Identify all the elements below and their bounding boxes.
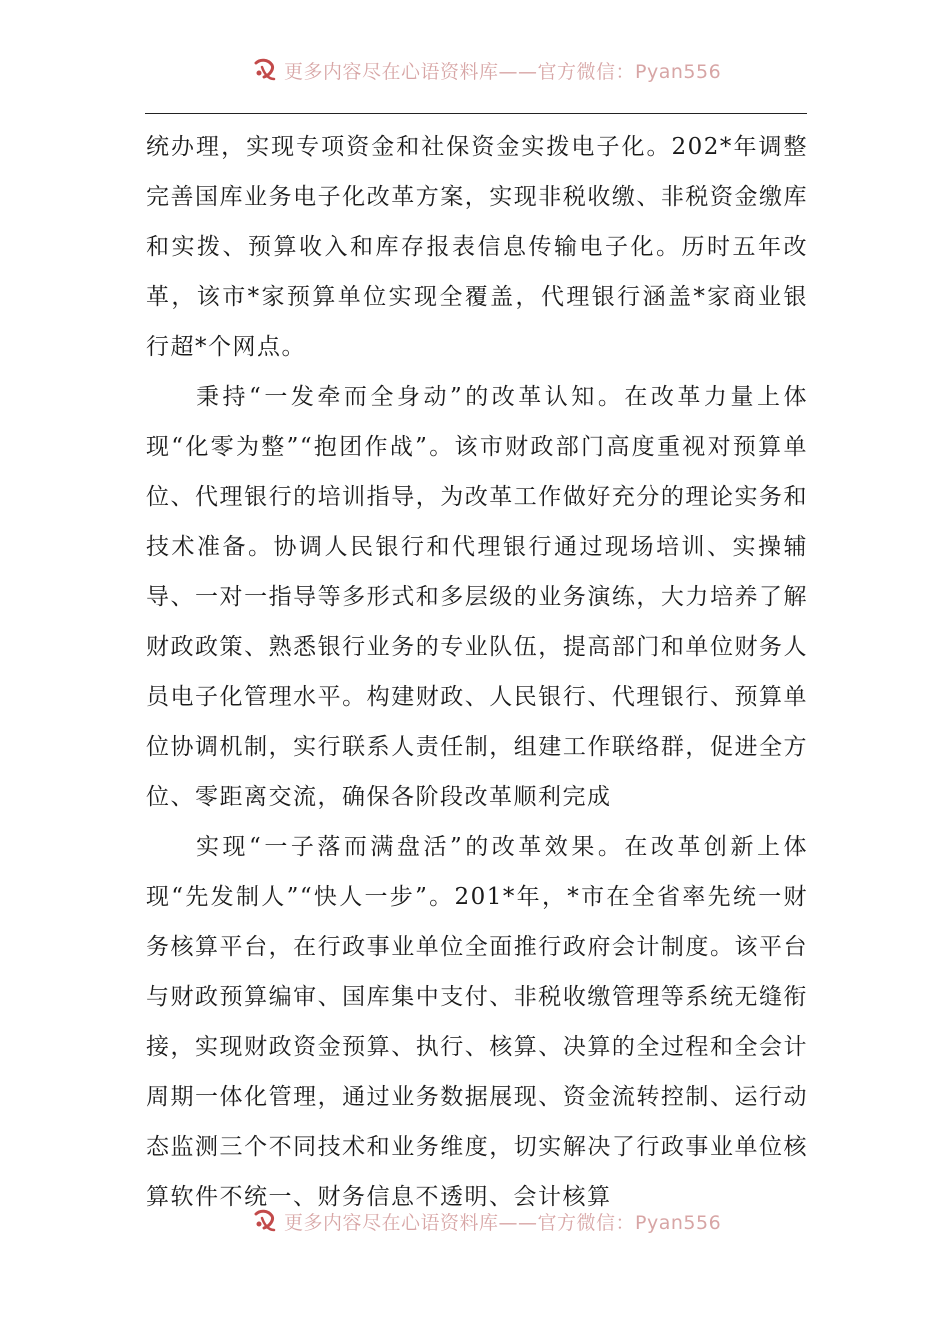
watermark-logo-icon	[252, 1208, 278, 1234]
header-watermark-text: 更多内容尽在心语资料库——官方微信：Pyan556	[284, 60, 722, 83]
watermark-logo-icon	[252, 57, 278, 83]
paragraph-1: 统办理，实现专项资金和社保资金实拨电子化。202*年调整完善国库业务电子化改革方案，实现非税收缴、非税资金缴库和实拨、预算收入和库存报表信息传输电子化。历时五年改革，该市*家预算单位实现全覆盖，代理银行涵盖*家商业银行超*个网点。	[146, 134, 808, 360]
footer-watermark	[252, 1206, 721, 1236]
header-rule	[145, 113, 807, 114]
header-watermark	[252, 55, 721, 85]
footer-watermark-text: 更多内容尽在心语资料库——官方微信：Pyan556	[284, 1211, 722, 1234]
paragraph-2: 秉持“一发牵而全身动”的改革认知。在改革力量上体现“化零为整”“抱团作战”。该市财政部门高度重视对预算单位、代理银行的培训指导，为改革工作做好充分的理论实务和技术准备。协调人民银行和代理银行通过现场培训、实操辅导、一对一指导等多形式和多层级的业务演练，大力培养了解财政政策、熟悉银行业务的专业队伍，提高部门和单位财务人员电子化管理水平。构建财政、人民银行、代理银行、预算单位协调机制，实行联系人责任制，组建工作联络群，促进全方位、零距离交流，确保各阶段改革顺利完成	[146, 384, 808, 810]
paragraph-3: 实现“一子落而满盘活”的改革效果。在改革创新上体现“先发制人”“快人一步”。201*年，*市在全省率先统一财务核算平台，在行政事业单位全面推行政府会计制度。该平台与财政预算编审、国库集中支付、非税收缴管理等系统无缝衔接，实现财政资金预算、执行、核算、决算的全过程和全会计周期一体化管理，通过业务数据展现、资金流转控制、运行动态监测三个不同技术和业务维度，切实解决了行政事业单位核算软件不统一、财务信息不透明、会计核算	[146, 834, 808, 1210]
document-body	[146, 122, 808, 1222]
